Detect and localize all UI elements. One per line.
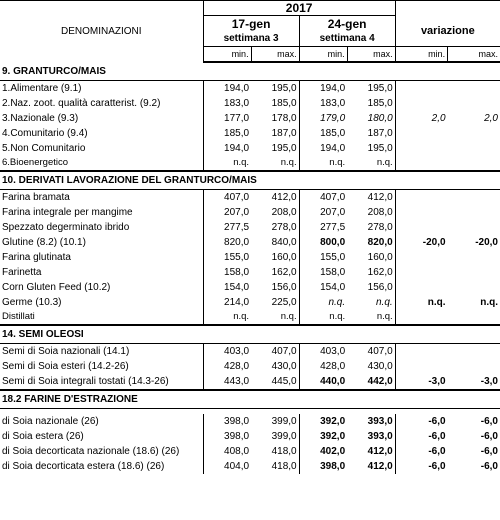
w2-min: 398,0 [320,460,346,472]
section-title: 14. SEMI OLEOSI [0,325,500,344]
var-max: n.q. [480,296,498,308]
w2-max: 160,0 [347,250,395,265]
var-max [448,205,500,220]
section-title: 10. DERIVATI LAVORAZIONE DEL GRANTURCO/MAIS [0,171,500,190]
w2-max: 208,0 [347,205,395,220]
var-max [448,344,500,360]
var-max [448,126,500,141]
w2-max: 430,0 [347,359,395,374]
row-name: Spezzato degerminato ibrido [0,220,203,235]
w1-min: 194,0 [224,142,250,154]
row-name: 2.Naz. zoot. qualità caratterist. (9.2) [0,96,203,111]
var-min [395,141,447,156]
var-min [395,156,447,171]
w2-max: 412,0 [347,444,395,459]
w1-max: 185,0 [251,96,299,111]
w1-min: 207,0 [224,206,250,218]
var-min [395,265,447,280]
w2-min: n.q. [299,310,347,325]
w2-min: 407,0 [320,191,346,203]
w1-max: 178,0 [251,111,299,126]
w2-min: 207,0 [320,206,346,218]
section-derivati [0,171,500,325]
var-min: 2,0 [431,112,446,124]
w2-max: n.q. [347,295,395,310]
week1-label: settimana 3 [223,33,279,44]
var-max: -6,0 [480,430,498,442]
var-max: 2,0 [484,112,498,124]
row-name: 3.Nazionale (9.3) [0,111,203,126]
var-max [448,96,500,111]
w2-max: 820,0 [347,235,395,250]
row-name: Farina glutinata [0,250,203,265]
var-min: -20,0 [422,236,446,248]
section-title: 18.2 FARINE D'ESTRAZIONE [2,393,138,405]
var-min [395,96,447,111]
w2-max: 412,0 [347,190,395,206]
w1-min: 407,0 [224,191,250,203]
var-min [395,280,447,295]
var-min [395,205,447,220]
min-header: min. [395,47,447,63]
w1-max: 195,0 [251,81,299,97]
max-header: max. [347,47,395,63]
max-header: max. [251,47,299,63]
row-name: Farina bramata [0,190,203,206]
w1-max: 187,0 [251,126,299,141]
row-name: 5.Non Comunitario [0,141,203,156]
w1-max: 840,0 [251,235,299,250]
w1-min: 408,0 [224,445,250,457]
denominazioni-header: DENOMINAZIONI [0,1,203,63]
var-min: -3,0 [395,374,447,390]
week1-date: 17-gen [203,16,299,33]
w2-min: n.q. [299,156,347,171]
w2-min: 402,0 [320,445,346,457]
w2-min: 392,0 [320,415,346,427]
week2-date: 24-gen [299,16,395,33]
var-max: -3,0 [448,374,500,390]
var-min: -6,0 [428,460,446,472]
var-min: -6,0 [428,445,446,457]
min-header: min. [203,47,251,63]
var-min [395,190,447,206]
section-semi-oleosi [0,325,500,390]
w2-min: 155,0 [320,251,346,263]
var-max [448,156,500,171]
row-name: Semi di Soia nazionali (14.1) [0,344,203,360]
w1-max: 430,0 [251,359,299,374]
w2-min: 194,0 [320,142,346,154]
var-max: -6,0 [480,445,498,457]
w1-max: 160,0 [251,250,299,265]
row-name: Semi di Soia integrali tostati (14.3-26) [0,374,203,390]
row-name: Germe (10.3) [0,295,203,310]
w2-max: 407,0 [347,344,395,360]
var-min: -6,0 [428,430,446,442]
var-min: n.q. [427,296,446,308]
w1-min: 403,0 [224,345,250,357]
w1-max: 412,0 [251,190,299,206]
w1-min: 155,0 [224,251,250,263]
w1-min: 194,0 [224,82,250,94]
row-name: Semi di Soia esteri (14.2-26) [0,359,203,374]
table-header [0,1,500,63]
var-min [395,126,447,141]
w2-min: 194,0 [320,82,346,94]
w2-min: 158,0 [320,266,346,278]
row-name: Farinetta [0,265,203,280]
w2-min: n.q. [328,296,346,308]
w1-min: 183,0 [224,97,250,109]
w1-min: 428,0 [224,360,250,372]
row-name: 4.Comunitario (9.4) [0,126,203,141]
w2-min: 800,0 [320,236,346,248]
w2-max: 185,0 [347,96,395,111]
row-name: di Soia estera (26) [0,429,203,444]
row-name: Distillati [0,310,203,325]
w2-min: 179,0 [320,112,346,124]
section-granturco [0,62,500,171]
w2-min: 440,0 [299,374,347,390]
var-min [395,250,447,265]
w1-min: 158,0 [224,266,250,278]
var-max: -6,0 [480,460,498,472]
w1-min: 214,0 [224,296,250,308]
w1-min: 185,0 [224,127,250,139]
variazione-header: variazione [395,16,500,47]
w2-min: 392,0 [320,430,346,442]
var-max [448,359,500,374]
w1-max: n.q. [251,310,299,325]
section-farine-estrazione [0,390,500,474]
var-max [448,310,500,325]
w1-max: 418,0 [251,444,299,459]
w2-min: 185,0 [320,127,346,139]
row-name: Corn Gluten Feed (10.2) [0,280,203,295]
w2-max: 442,0 [347,374,395,390]
var-min [395,344,447,360]
w1-min: 398,0 [224,430,250,442]
w1-max: 399,0 [251,429,299,444]
week2-label: settimana 4 [299,32,395,47]
row-name: Farina integrale per mangime [0,205,203,220]
w1-min: n.q. [203,156,251,171]
var-max [448,220,500,235]
w1-max: 225,0 [251,295,299,310]
w1-min: 820,0 [224,236,250,248]
w2-max: 393,0 [347,414,395,429]
var-min [395,359,447,374]
w1-min: 277,5 [224,221,250,233]
row-name: di Soia decorticata nazionale (18.6) (26) [0,444,203,459]
w1-min: 398,0 [224,415,250,427]
w2-max: 187,0 [347,126,395,141]
row-name: 6.Bioenergetico [0,156,203,171]
w2-min: 428,0 [320,360,346,372]
w2-max: 195,0 [347,141,395,156]
var-max [448,81,500,97]
w2-min: 403,0 [320,345,346,357]
w2-max: 156,0 [347,280,395,295]
w2-max: 180,0 [347,111,395,126]
var-min [395,220,447,235]
max-header: max. [448,47,500,63]
min-header: min. [299,47,347,63]
row-name: 1.Alimentare (9.1) [0,81,203,97]
row-name: di Soia nazionale (26) [0,414,203,429]
w1-max: n.q. [251,156,299,171]
w2-max: 195,0 [347,81,395,97]
w2-max: 393,0 [347,429,395,444]
w1-max: 162,0 [251,265,299,280]
var-max [448,280,500,295]
w2-max: n.q. [347,156,395,171]
w1-max: 208,0 [251,205,299,220]
w2-min: 183,0 [320,97,346,109]
var-min [395,81,447,97]
year-header: 2017 [203,1,395,16]
section-title: 9. GRANTURCO/MAIS [0,62,500,81]
w1-max: 195,0 [251,141,299,156]
var-min: -6,0 [428,415,446,427]
w1-min: n.q. [203,310,251,325]
w1-min: 443,0 [203,374,251,390]
w2-min: 277,5 [320,221,346,233]
w2-max: 162,0 [347,265,395,280]
w1-max: 407,0 [251,344,299,360]
var-max: -6,0 [480,415,498,427]
var-max: -20,0 [475,236,498,248]
var-max [448,141,500,156]
var-min [395,310,447,325]
w1-max: 418,0 [251,459,299,474]
w2-max: n.q. [347,310,395,325]
w1-min: 154,0 [224,281,250,293]
w2-max: 278,0 [347,220,395,235]
w2-min: 154,0 [320,281,346,293]
row-name: di Soia decorticata estera (18.6) (26) [0,459,203,474]
var-max [448,190,500,206]
w1-max: 399,0 [251,414,299,429]
w2-max: 412,0 [347,459,395,474]
w1-min: 404,0 [224,460,250,472]
w1-max: 278,0 [251,220,299,235]
var-max [448,250,500,265]
var-max [448,265,500,280]
w1-min: 177,0 [224,112,250,124]
row-name: Glutine (8.2) (10.1) [0,235,203,250]
w1-max: 445,0 [251,374,299,390]
w1-max: 156,0 [251,280,299,295]
